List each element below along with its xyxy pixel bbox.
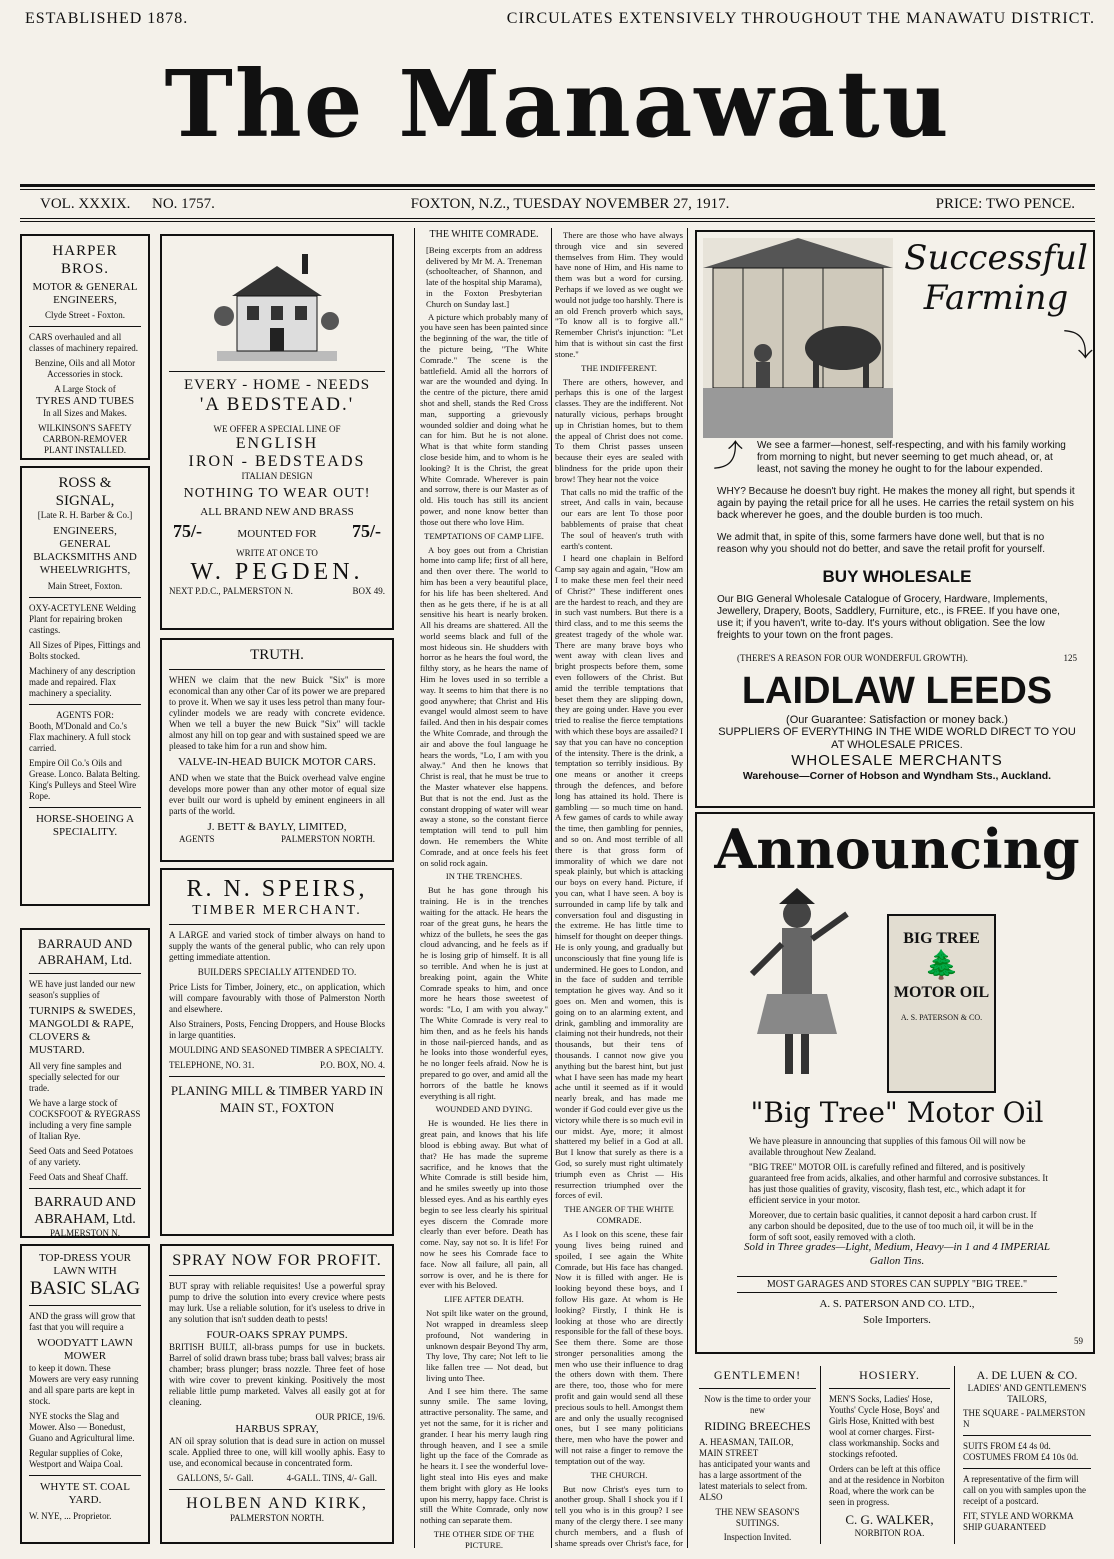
- bigtree-p2: "BIG TREE" MOTOR OIL is carefully refined and filtered, and is positively guaranteed free from acids, alkalies, and other harmful and corrosive substances. It has just those qualities of gravity, viscosity, flash test, etc., which adapt it for efficient service in your motor.: [749, 1162, 1048, 1205]
- speirs-p3: Price Lists for Timber, Joinery, etc., on application, which will compare favourably with those of Palmerston North and elsewhere.: [169, 982, 385, 1014]
- article-h5: THE OTHER SIDE OF THE PICTURE.: [433, 1529, 535, 1548]
- gentlemen-p1: Now is the time to order your new: [704, 1394, 811, 1415]
- pegden-l6: ITALIAN DESIGN: [241, 471, 313, 481]
- laidlaw-leeds-advert: [695, 230, 1095, 808]
- laidlaw-p2: WHY? Because he doesn't buy right. He makes the money all right, but spends it again by paying the retail price for all he uses. He carries the retail system on his back wherever he goes, and the double burden is too much.: [717, 486, 1075, 521]
- truth-firm: J. BETT & BAYLY, LIMITED,: [207, 821, 347, 833]
- article-poem: Not spilt like water on the ground, Not wrapped in dreamless sleep profound, Not wandering in unknown despair Beyond Thy arm, Thy love, Thy care; Not left to lie like fallen tree — Not dead, but living unto Thee.: [426, 1308, 548, 1383]
- spray-town: PALMERSTON NORTH.: [230, 1513, 324, 1523]
- bigtree-grades: Sold in Three grades—Light, Medium, Heavy—in 1 and 4 IMPERIAL Gallon Tins.: [743, 1241, 1051, 1267]
- hosiery-title: HOSIERY.: [859, 1368, 920, 1382]
- article-p8: There are others, however, and perhaps this is one of the largest classes. They are the indifferent. Not naturally vicious, perhaps brought up in Christian homes, but to them the appeal of Christ does not come. To them Christ passes unseen because their eyes are sealed with blindness for the pride upon their brow! They hear not the voice: [555, 376, 683, 484]
- gentlemen-p3: THE NEW SEASON'S SUITINGS.: [715, 1507, 800, 1528]
- spray-advert: [160, 1244, 394, 1544]
- barraud-p3: All very fine samples and specially selected for our trade.: [29, 1061, 122, 1093]
- harper-p2: Benzine, Oils and all Motor Accessories in stock.: [34, 358, 136, 379]
- spray-tins: 4-GALL. TINS, 4/- Gall.: [286, 1473, 377, 1483]
- truth-p2: AND when we state that the Buick overhead valve engine develops more power than any other motor of equal size ever built our word is upheld by eminent engineers in all parts of the world.: [169, 773, 385, 816]
- barraud-p2: TURNIPS & SWEDES, MANGOLDI & RAPE, CLOVERS & MUSTARD.: [29, 1005, 136, 1056]
- deluen-suits: SUITS FROM £4 4s 0d.: [963, 1441, 1051, 1451]
- pegden-l9: MOUNTED FOR: [237, 528, 317, 540]
- laidlaw-merch: WHOLESALE MERCHANTS: [791, 752, 1003, 769]
- spray-gallons: GALLONS, 5/- Gall.: [177, 1473, 254, 1483]
- laidlaw-guarantee: (Our Guarantee: Satisfaction or money back.): [786, 714, 1008, 726]
- bigtree-announcing: Announcing: [714, 817, 1080, 881]
- laidlaw-arrow-left-icon: ⤴: [713, 440, 743, 473]
- topdress-foot: WHYTE ST. COAL YARD.: [40, 1481, 130, 1506]
- house-illustration: [212, 246, 342, 366]
- ross-p4: Booth, M'Donald and Co.'s Flax machinery. A full stock carried.: [29, 721, 131, 753]
- established: ESTABLISHED 1878.: [25, 10, 189, 27]
- article-p1: A picture which probably many of you have seen has been painted since the beginning of the war, the title of the picture being, "The White Comrade." The scene is the battlefield. Amid all the horrors of war are the wounded and dying. In the centre of the picture, there amid shot and shell, stands the Red Cross man, supporting a grievously wounded soldier and doing what he can for him. But he is not alone. What is that white form standing close beside him, and to whom is he looking? It is the Christ, the great White Comrade. Wherever is pain and sorrow, there is our Master as of old. His touch has still its ancient power, and none know better than those out there who love Him.: [420, 311, 548, 527]
- harper-p5: In all Sizes and Makes.: [43, 408, 127, 418]
- truth-town: PALMERSTON NORTH.: [281, 834, 375, 844]
- speirs-telephone: TELEPHONE, NO. 31.: [169, 1060, 255, 1070]
- speirs-p1: A LARGE and varied stock of timber always on hand to supply the wants of the general public, who can rely upon getting immediate attention.: [169, 930, 385, 962]
- barraud-p1: WE have just landed our new season's supplies of: [29, 979, 136, 1000]
- pegden-l3: WE OFFER A SPECIAL LINE OF: [213, 424, 341, 434]
- deluen-p1: A representative of the firm will call on you with samples upon the receipt of a postcard.: [963, 1474, 1086, 1506]
- pegden-l5: IRON - BEDSTEADS: [188, 453, 366, 470]
- article-p3: But he has gone through his training. He is in the trenches waiting for the attack. He hears the roar of the great guns, he hears the whizz of the bullets, he sees the gas cloud advancing, and he feels as if he is losing grip of himself. It is all so terrible. And when he is just at breaking point, again the White Comrade speaks to him, and once more he hears those sweetest of words: "Lo, I am with you alway." The White Comrade is very real to him then, and as he feels his hands in those nail-pierced hands, and as he looks into those wonderful eyes, he no longer feels afraid. Now he is prepared to go over, and amid all the horrors of the battle he knows everything is all right.: [420, 885, 548, 1101]
- laidlaw-num: 125: [1063, 653, 1077, 663]
- ross-agents: AGENTS FOR:: [56, 710, 114, 720]
- oil-can-line1: BIG TREE: [903, 930, 980, 947]
- dateline: FOXTON, N.Z., TUESDAY NOVEMBER 27, 1917.: [410, 196, 730, 212]
- harper-p1: CARS overhauled and all classes of machinery repaired.: [29, 332, 138, 353]
- speirs-timber-advert: [160, 868, 394, 1236]
- barraud-abraham-advert: [20, 928, 150, 1238]
- barraud-p4: We have a large stock of COCKSFOOT & RYEGRASS including a very fine sample of Italian Rye.: [29, 1098, 141, 1141]
- topdress-big: BASIC SLAG: [29, 1278, 141, 1299]
- oil-can: [887, 914, 996, 1093]
- pegden-l7: NOTHING TO WEAR OUT!: [183, 486, 371, 501]
- ross-p5: Empire Oil Co.'s Oils and Grease. Lonco. Balata Belting. King's Pulleys and Steel Wire Rope.: [29, 758, 140, 801]
- harper-title: HARPER BROS.: [52, 243, 118, 277]
- ross-p2: All Sizes of Pipes, Fittings and Bolts stocked.: [29, 640, 141, 661]
- pegden-bedstead-advert: [160, 234, 394, 630]
- article-p10: As I look on this scene, these fair young lives being ruined and spoiled, I see again the White Comrade, but His face has changed. Now it is filled with anger. He is looking beyond these boys, and I follow His gaze. At whom is He looking? Firstly, I think He is looking at those who are directly responsible for the fall of these boys. See them there. Some are those stronger personalities among the men who use their influence to drag the others down with them. There are there, too, those who for mere profit and gain would send all these precious souls to hell. Amongst them are and only the usually recognised ones, but I see many politicians there, men who have the power and will not raise a finger to remove the temptation out of the way.: [555, 1229, 683, 1466]
- masthead-rule-bottom: [20, 218, 1095, 222]
- masthead-rule-top: [20, 184, 1095, 190]
- pegden-price-right: 75/-: [352, 521, 381, 541]
- ross-p3: Machinery of any description made and repaired. Flax machinery a speciality.: [29, 666, 136, 698]
- article-intro: [Being excerpts from an address delivered by Mr M. A. Treneman (schoolteacher, of Shannon, and late of the hospital ship Marama), in the Foxton Presbyterian Church on Sunday last.]: [426, 244, 542, 309]
- pegden-name: W. PEGDEN.: [190, 559, 364, 585]
- white-comrade-article-col2: [555, 230, 683, 1548]
- bigtree-p3: Moreover, due to certain basic qualities, it cannot deposit a hard carbon crust. If any carbon should be deposited, due to the use of too much oil, it will be in the form of soft soot, easily removed with a cloth.: [749, 1210, 1037, 1242]
- truth-agents: AGENTS: [179, 834, 215, 844]
- barraud-foot: BARRAUD AND ABRAHAM, Ltd.: [34, 1195, 136, 1227]
- topdress-p2: WOODYATT LAWN MOWER: [37, 1337, 133, 1362]
- laidlaw-arrow-right-icon: ⤵: [1063, 330, 1093, 363]
- gentlemen-title: GENTLEMEN!: [713, 1368, 802, 1382]
- article-h8: THE CHURCH.: [590, 1469, 648, 1480]
- laidlaw-p1: We see a farmer—honest, self-respecting, and with his family working from morning to night, but never seeming to get much ahead, or, at least, not saving the money he ought to for the labour expended.: [757, 440, 1066, 475]
- harper-p3: A Large Stock of: [54, 384, 116, 394]
- gentlemen-advert: [695, 1366, 821, 1544]
- deluen-address: THE SQUARE - PALMERSTON N: [963, 1408, 1086, 1429]
- pegden-price-left: 75/-: [173, 521, 202, 541]
- oil-can-line2: MOTOR OIL: [893, 984, 990, 1001]
- speirs-sub: TIMBER MERCHANT.: [192, 903, 362, 918]
- laidlaw-head: BUY WHOLESALE: [822, 567, 972, 586]
- topdress-prop: W. NYE, ... Proprietor.: [29, 1511, 112, 1521]
- laidlaw-warehouse: Warehouse—Corner of Hobson and Wyndham Sts., Auckland.: [742, 770, 1052, 782]
- spray-price: OUR PRICE, 19/6.: [315, 1412, 385, 1422]
- bigtree-brand: "Big Tree" Motor Oil: [750, 1096, 1044, 1129]
- article-p7: There are those who have always through vice and sin severed themselves from Him. They would have none of Him, and His name to them was but a word for cursing. Perhaps if we loved as we ought we would not judge too harshly. There is an old French proverb which says, "To know all is to forgive all." Remember Christ's injunction: "Let him that is without sin cast the first stone.": [555, 230, 683, 359]
- harper-p4: TYRES AND TUBES: [35, 395, 135, 407]
- spray-firm: HOLBEN AND KIRK,: [186, 1495, 368, 1512]
- deluen-sub: LADIES' AND GENTLEMEN'S TAILORS,: [967, 1383, 1087, 1404]
- article-column-divider-mid: [551, 228, 552, 1548]
- pegden-l1: EVERY - HOME - NEEDS: [183, 377, 371, 393]
- article-h6: THE INDIFFERENT.: [581, 362, 657, 373]
- laidlaw-brand: LAIDLAW LEEDS: [741, 670, 1053, 712]
- speirs-foot: PLANING MILL & TIMBER YARD IN MAIN ST., FOXTON: [170, 1083, 384, 1115]
- topdress-p4: NYE stocks the Slag and Mower. Also — Bonedust, Guano and Agricultural lime.: [29, 1411, 135, 1443]
- pegden-l10: WRITE AT ONCE TO: [236, 548, 318, 558]
- pegden-box: BOX 49.: [352, 586, 385, 596]
- article-p4: He is wounded. He lies there in great pain, and knows that his life blood is ebbing away. But what of that? He has made the supreme sacrifice, and he knows that the White Comrade is still beside him, and he smiles sweetly up into those blessed eyes. And as his earthly eyes begin to see less clearly his spiritual eyes discern the Comrade more clearly than ever before. Death has come. Nay, say not so. It is life! For now he sees his Comrade face to face. Now all failure, all pain, all sorrow is over, and he is there for ever with his Beloved.: [420, 1118, 548, 1291]
- ross-address: Main Street, Foxton.: [47, 581, 123, 591]
- article-h2: IN THE TRENCHES.: [445, 871, 523, 882]
- topdress-p3: to keep it down. These Mowers are very easy running and all spare parts are kept in stock.: [29, 1363, 139, 1406]
- spray-p1: BUT spray with reliable requisites! Use a powerful spray pump to drive the solution into every crevice where pests may lurk. Use a reliable solution, for it's useless to drive in any solution that isn't sudden death to pests!: [169, 1281, 385, 1324]
- barraud-title: BARRAUD AND ABRAHAM, Ltd.: [37, 936, 133, 967]
- de-luen-advert: [959, 1366, 1095, 1544]
- harper-p6: WILKINSON'S SAFETY CARBON-REMOVER PLANT INSTALLED.: [38, 423, 132, 455]
- town-crier-illustration: [727, 884, 867, 1084]
- harper-sub: MOTOR & GENERAL ENGINEERS,: [32, 281, 138, 306]
- hosiery-p2: Orders can be left at this office and at the residence in Norbiton Road, where the work can be seen in progress.: [829, 1464, 945, 1507]
- spray-head: FOUR-OAKS SPRAY PUMPS.: [206, 1329, 348, 1341]
- topdress-p1: AND the grass will grow that fast that you will require a: [29, 1311, 136, 1332]
- speirs-p5: MOULDING AND SEASONED TIMBER A SPECIALTY.: [169, 1045, 384, 1055]
- big-tree-motor-oil-advert: [695, 812, 1095, 1354]
- barraud-p5: Seed Oats and Seed Potatoes of any variety.: [29, 1146, 133, 1167]
- deluen-p2: FIT, STYLE AND WORKMA SHIP GUARANTEED: [963, 1511, 1074, 1532]
- ross-signal-advert: [20, 466, 150, 906]
- spray-title: SPRAY NOW FOR PROFIT.: [172, 1252, 382, 1269]
- spray-p2: BRITISH BUILT, all-brass pumps for use in buckets. Barrel of solid drawn brass tube; brass ball valves; brass air chamber; brass plunger; brass nozzle. Three feet of hose with wire cover to prevent kinking. Positively the most reliable little pump marketed. Valves all easily got at for cleaning.: [169, 1342, 385, 1407]
- deluen-costumes: COSTUMES FROM £4 10s 0d.: [963, 1452, 1079, 1462]
- topdress-title: TOP-DRESS YOUR LAWN WITH: [39, 1252, 131, 1277]
- farm-illustration: [703, 238, 893, 438]
- article-h3: WOUNDED AND DYING.: [435, 1104, 533, 1115]
- pegden-l4: ENGLISH: [235, 435, 319, 452]
- spray-p3: AN oil spray solution that is dead sure in action on mussel scale. Applied three to one, will kill woolly aphis. Easy to use, and economical because in concentrated form.: [169, 1436, 385, 1468]
- volume-number: VOL. XXXIX.: [40, 196, 131, 212]
- article-h4: LIFE AFTER DEATH.: [444, 1294, 524, 1305]
- gentlemen-big: RIDING BREECHES: [704, 1419, 811, 1433]
- laidlaw-p5: SUPPLIERS OF EVERYTHING IN THE WIDE WORLD DIRECT TO YOU AT WHOLESALE PRICES.: [718, 726, 1076, 751]
- spray-head2: HARBUS SPRAY,: [235, 1423, 319, 1435]
- hosiery-p1: MEN'S Socks, Ladies' Hose, Youths' Cycle Hose, Boys' and Girls Hose, Knitted with best wool at corner charges. First-class workmanship. Socks and stockings refooted.: [829, 1394, 940, 1459]
- pegden-l8: ALL BRAND NEW AND BRASS: [200, 506, 354, 518]
- hosiery-advert: [825, 1366, 955, 1544]
- laidlaw-farming: Farming: [923, 278, 1069, 318]
- gentlemen-name: A. HEASMAN, TAILOR, MAIN STREET: [699, 1437, 794, 1458]
- price: PRICE: TWO PENCE.: [935, 196, 1075, 212]
- tree-icon: 🌲: [924, 950, 959, 981]
- article-p5: And I see him there. The same sunny smile. The same loving, attractive personality. The same, and yet not the same, for it is richer and grander. I hear his merry laugh ring through heaven, and I see a smile light up the face of the Comrade as he hears it. I see the wonderful love-light steal into His eyes and make them bright with glory as He looks upon his merry, happy face. Christ is still the White Comrade, only now nothing can separate them.: [420, 1385, 548, 1526]
- speirs-p2: BUILDERS SPECIALLY ATTENDED TO.: [197, 967, 357, 977]
- article-column-divider-right: [687, 228, 688, 1548]
- barraud-town: PALMERSTON N.: [49, 1228, 121, 1238]
- article-p2: A boy goes out from a Christian home into camp life; first of all here, and then over there. The world to him has been a very beautiful place, for his life has been sheltered. And then as he gets there, if he is at all sensitive his heart is nearly broken. All his dreams are shattered. All the world seems black and full of the most hideous sin. He shudders with horror as he hears the foul word, the filthy story, as he hears the name of Him he loves used in so terrible a way. It seems to him that there is no good anywhere; that Christ and His evangel would almost seem to have failed. And then in his despair comes the White Comrade, and through the air and above the foul language he hears the words, "Lo, I am with you alway." And then he knows that Christ is real, that he must be true to the Master whatever else happens. But that is not the end. Just as the constant dropping of water will wear away a stone, so the constant fierce temptation will tend to pull him down. He remembers the White Comrade, and at once feels his feet on solid rock again.: [420, 544, 548, 868]
- article-p9: I heard one chaplain in Belford Camp say again and again, "How am I to make these men feel their need of Christ?" These indifferent ones are the hardest to reach, and they are in such vast numbers. But there is a third class, and to me this seems the greatest tragedy of the whole war. There are many brave boys who went away with clean lives and bright prospects before them, some even followers of the Christ. But amid the terrible temptations that beset them they are slipping down, they are going under. Have you ever tried to realise the fierce temptations with which these boys are assailed? I say that you can have no conception of the intensity. There is the drink, a temptation so terribly insidious. By one means or another it creeps through the defences, and before long has attained its hold. There is gambling — so much time on hand. A few games of cards to while away the time, then gambling for pennies, and so on. And most terrible of all there is that gross form of immorality of which we dare not speak plainly, but which is attacking our boys on every hand. Picture, if you can, what I have seen. A boy is surrounded in camp life by talk and conversation foul and disgusting in the extreme. He has little time to himself for thought on deeper things. He is only young, and gradually but unconsciously that fine young life is undermined. He goes to London, and in the face of sudden and terrible temptation he gives way. And so it goes on. Men and women, this is going on to an alarming extent, and drink, gambling and immorality are claiming not their hundreds, not their thousands, but their tens of thousands. I cannot now give you anything but the barest hint, but just what I have seen has made my heart ache until it seemed as if it would nearly break, and has made me wonder if God could ever give us the victory while there is so much evil in our midst. Aye, more; it almost shattered my belief in a God at all. But I know that surely as there is a God, so surely must right ultimately triumph even as Christ — His resurrection triumphed over the forces of evil.: [555, 553, 683, 1201]
- deluen-title: A. DE LUEN & CO.: [976, 1368, 1078, 1382]
- harper-address: Clyde Street - Foxton.: [45, 310, 125, 320]
- topdress-advert: [20, 1244, 150, 1544]
- ross-sub: ENGINEERS, GENERAL BLACKSMITHS AND WHEELWRIGHTS,: [33, 525, 137, 576]
- bigtree-num: 59: [1074, 1336, 1083, 1346]
- ross-p1: OXY-ACETYLENE Welding Plant for repairing broken castings.: [29, 603, 136, 635]
- laidlaw-p4: Our BIG General Wholesale Catalogue of Grocery, Hardware, Implements, Jewellery, Drapery, Boots, Saddlery, Furniture, etc., is FREE. If you have one, use it; if you haven't, write to-day. It's yours without obligation. See the low freights to your town on the front pages.: [717, 594, 1060, 641]
- topdress-p5: Regular supplies of Coke, Westport and Waipa Coal.: [29, 1448, 123, 1469]
- oil-can-line3: A. S. PATERSON & CO.: [900, 1013, 983, 1022]
- truth-head: VALVE-IN-HEAD BUICK MOTOR CARS.: [178, 756, 376, 768]
- bigtree-garages: MOST GARAGES AND STORES CAN SUPPLY "BIG TREE.": [737, 1276, 1057, 1293]
- pegden-address: NEXT P.D.C., PALMERSTON N.: [169, 586, 293, 596]
- hosiery-address: NORBITON ROA.: [854, 1528, 925, 1538]
- issue-number: NO. 1757.: [152, 196, 215, 212]
- article-title: THE WHITE COMRADE.: [429, 230, 539, 240]
- ross-late: [Late R. H. Barber & Co.]: [37, 510, 133, 520]
- article-p11: But now Christ's eyes turn to another group. Shall I shock you if I tell you who is in this group? I see many of the clergy there. I see many church members, and a flush of shame spreads over Christ's face, for: [555, 1483, 683, 1548]
- truth-buick-advert: [160, 638, 394, 862]
- speirs-box: P.O. BOX, NO. 4.: [319, 1060, 385, 1070]
- hosiery-name: C. G. WALKER,: [845, 1512, 934, 1527]
- truth-p1: WHEN we claim that the new Buick "Six" is more economical than any other Car of its power we are prepared to prove it. When we say it uses less petrol than many four-cylinder models we are ready with concrete evidence. When we tell a buyer the new Buick "Six" will tackle almost any hill on top gear and with sustained speed we are pleased to take him for a run and show him.: [169, 675, 385, 751]
- newspaper-title: The Manawatu: [164, 50, 951, 158]
- pegden-l2: 'A BEDSTEAD.': [199, 394, 355, 415]
- article-column-divider-left: [414, 228, 415, 1548]
- harper-bros-advert: [20, 234, 150, 460]
- gentlemen-p2: has anticipated your wants and has a large assortment of the latest materials to select from. ALSO: [699, 1459, 810, 1502]
- truth-title: TRUTH.: [250, 647, 304, 663]
- gentlemen-inv: Inspection Invited.: [723, 1532, 792, 1542]
- laidlaw-p3: We admit that, in spite of this, some farmers have done well, but that is no reason why you should not do better, and save the retail profit for yourself.: [717, 532, 1045, 555]
- ross-p6: HORSE-SHOEING A SPECIALITY.: [35, 813, 135, 838]
- barraud-p6: Feed Oats and Sheaf Chaff.: [29, 1172, 129, 1182]
- article-h1: TEMPTATIONS OF CAMP LIFE.: [424, 530, 544, 541]
- bigtree-importers: Sole Importers.: [863, 1314, 931, 1326]
- bigtree-firm: A. S. PATERSON AND CO. LTD.,: [819, 1298, 975, 1310]
- white-comrade-article-col1: [420, 230, 548, 1548]
- laidlaw-successful: Successful: [904, 238, 1088, 278]
- speirs-p4: Also Strainers, Posts, Fencing Droppers, and House Blocks in large quantities.: [169, 1019, 385, 1040]
- laidlaw-reason: (THERE'S A REASON FOR OUR WONDERFUL GROWTH).: [737, 653, 968, 663]
- bigtree-p1: We have pleasure in announcing that supplies of this famous Oil will now be available throughout New Zealand.: [749, 1136, 1026, 1157]
- ross-title: ROSS & SIGNAL,: [55, 475, 115, 509]
- article-h7: THE ANGER OF THE WHITE COMRADE.: [564, 1204, 674, 1226]
- circulates-line: CIRCULATES EXTENSIVELY THROUGHOUT THE MANAWATU DISTRICT.: [506, 10, 1095, 27]
- article-poem2: That calls no mid the traffic of the street, And calls in vain, because our ears are lent To those poor babblements of praise that cheat The soul of heaven's truth with earth's content.: [561, 486, 683, 551]
- speirs-title: R. N. SPEIRS,: [186, 876, 368, 902]
